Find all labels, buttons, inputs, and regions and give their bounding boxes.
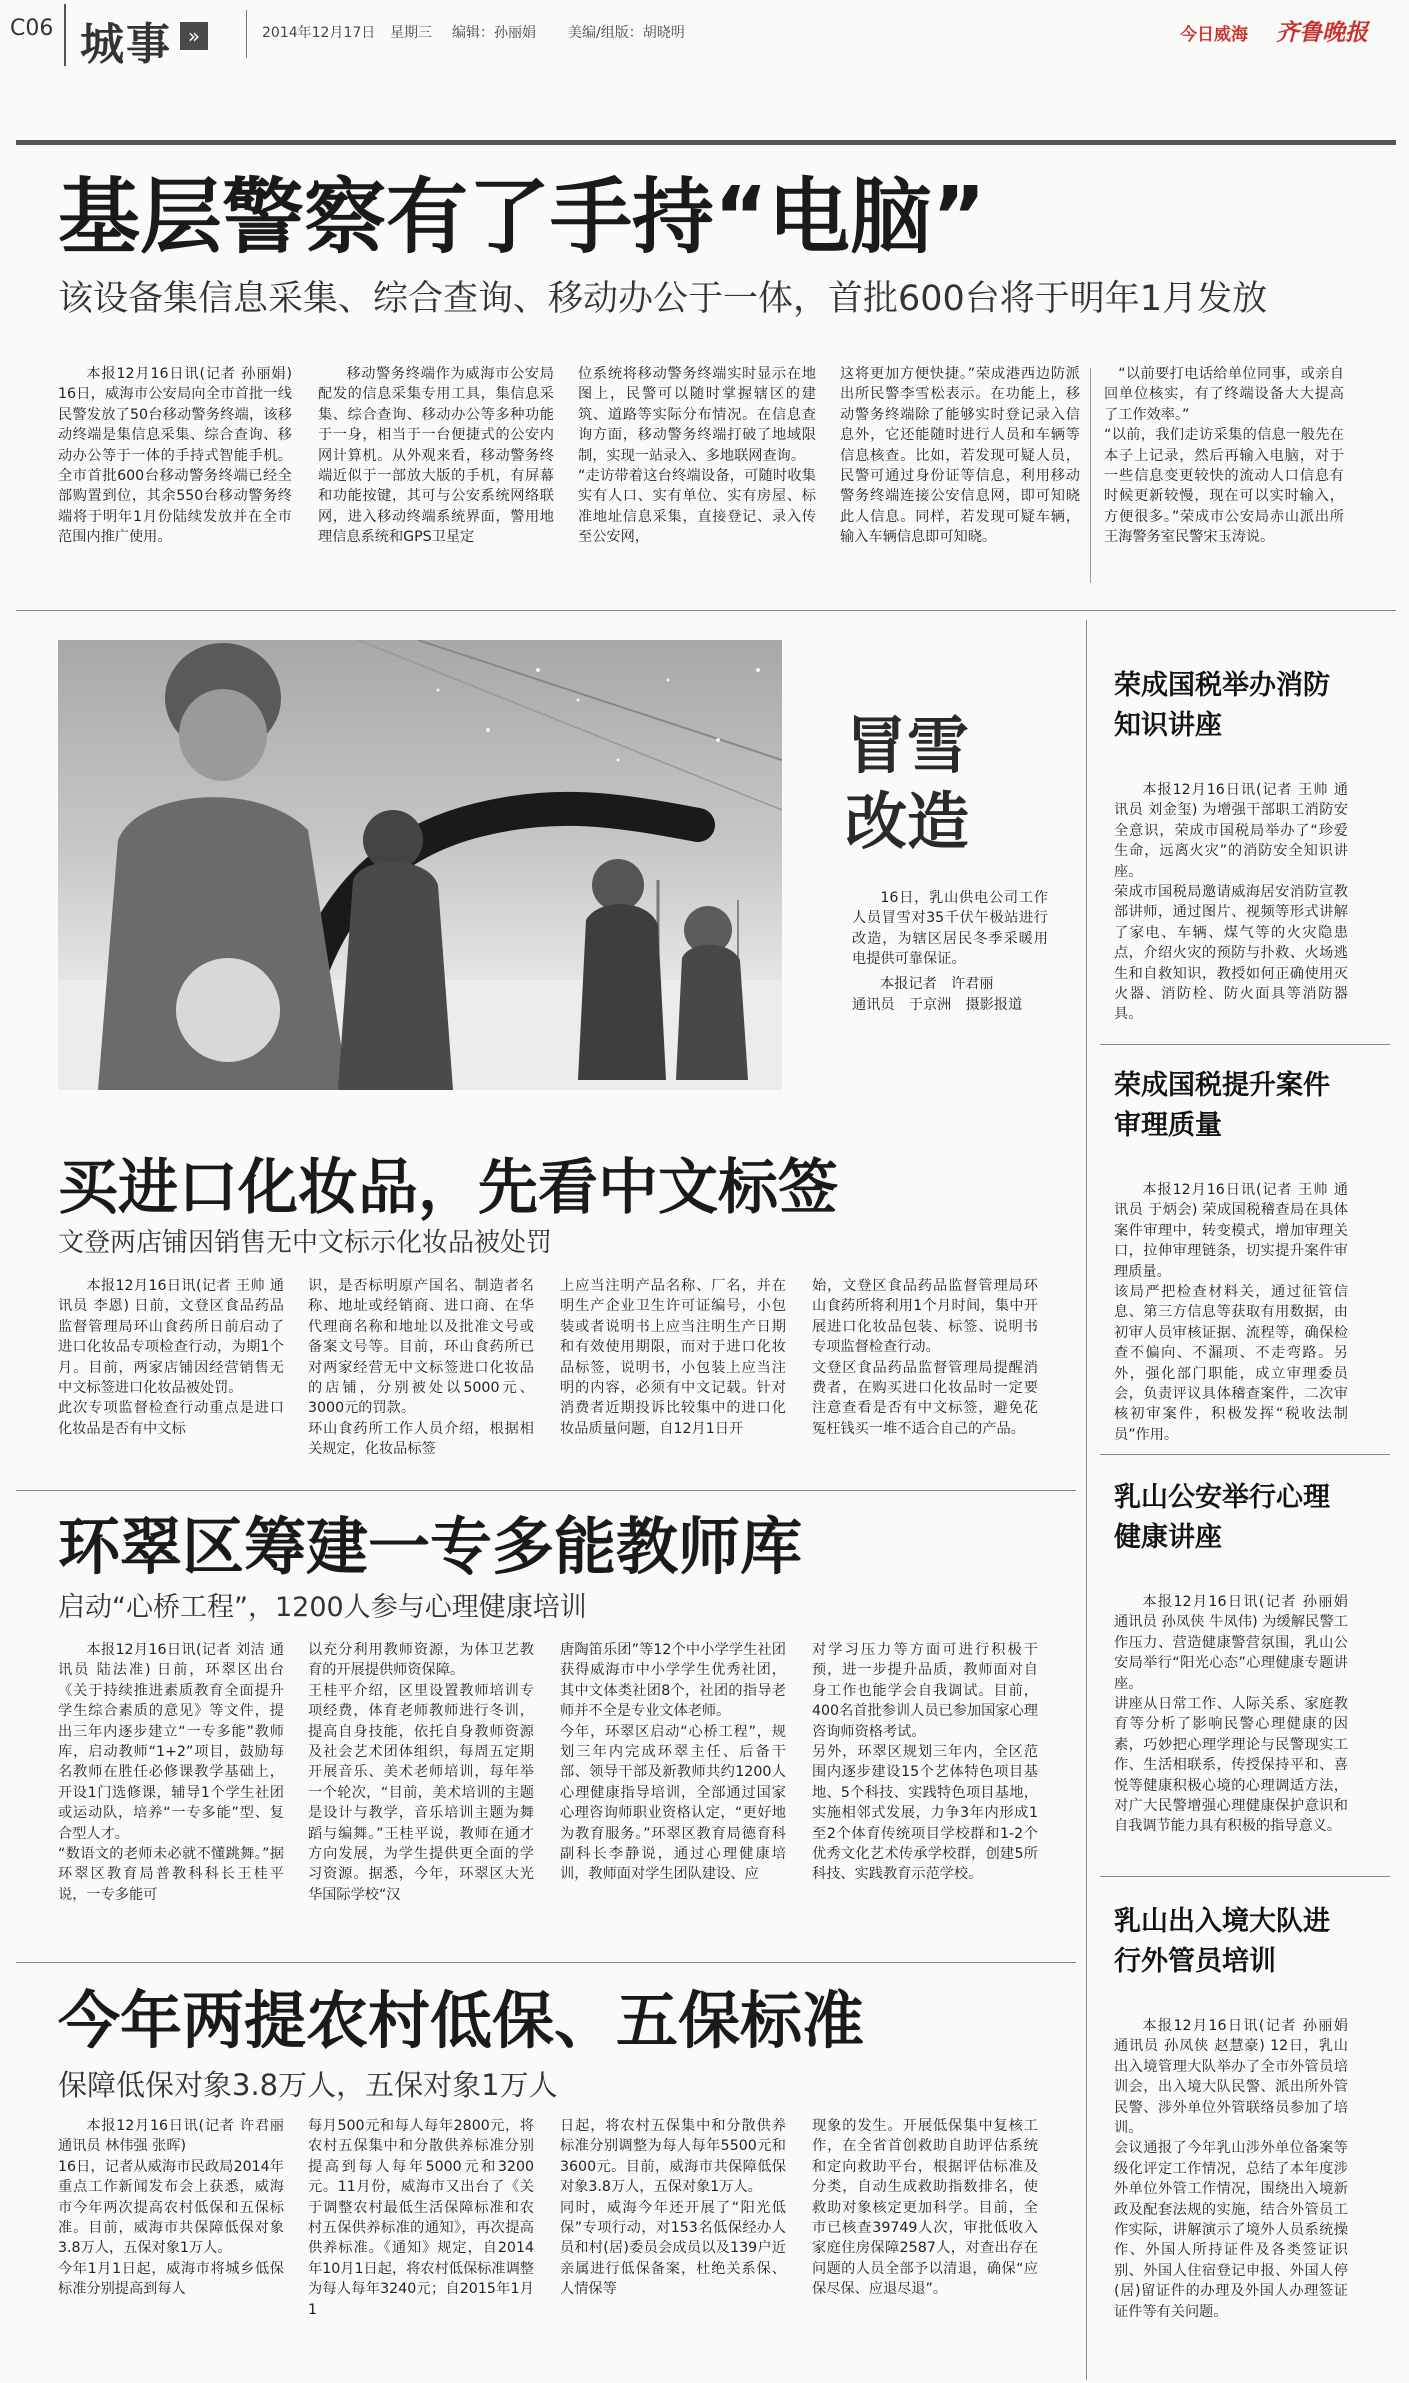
- article-column: 每月500元和每人每年2800元，将农村五保集中和分散供养标准分别提高到每人每年5000元和3200元。11月份，威海市又出台了《关于调整农村最低生活保障标准和农村五保供养标准的通知》，再次提高供养标准。《通知》规定，自2014年10月1日起，将农村低保标准调整为每人每年3240元；自2015年1月1: [308, 2118, 534, 2318]
- headline-rural-welfare: 今年两提农村低保、五保标准: [58, 1984, 865, 2057]
- headline-teacher-pool: 环翠区筹建一专多能教师库: [58, 1510, 803, 1583]
- sidebar-article: 本报12月16日讯(记者 孙丽娟 通讯员 孙凤侠 赵慧豪) 12日，乳山出入境管理大队举办了全市外管员培训会，出入境大队民警、派出所外管民警、涉外单位外管联络员参加了培训。 会议通报了今年乳山涉外单位备案等级化评定工作情况，总结了本年度涉外单位外管工作情况，围绕出入境新政及配套法规的实施，结合外管员工作实际，讲解演示了境外人员系统操作、外国人所持证件及各类签证识别、外国人住宿登记申报、外国人停(居)留证件的办理及外国人办理签证证件等有关问题。: [1114, 2018, 1348, 2320]
- article-column: 识，是否标明原产国名、制造者名称、地址或经销商、进口商、在华代理商名称和地址以及批准文号或备案文号等。目前，环山食药所已对两家经营无中文标签进口化妆品的店铺，分别被处以5000元、3000元的罚款。 环山食药所工作人员介绍，根据相关规定，化妆品标签: [308, 1278, 534, 1458]
- photo-caption: 16日，乳山供电公司工作人员冒雪对35千伏午极站进行改造，为辖区居民冬季采暖用电提供可靠保证。: [852, 890, 1048, 968]
- subheadline-rural-welfare: 保障低保对象3.8万人，五保对象1万人: [58, 2068, 558, 2102]
- subheadline-cosmetics: 文登两店铺因销售无中文标示化妆品被处罚: [58, 1228, 553, 1258]
- article-column: 这将更加方便快捷。”荣成港西边防派出所民警李雪松表示。在功能上，移动警务终端除了能够实时登记录入信息外，它还能随时进行人员和车辆等信息核查。比如，若发现可疑人员，民警可通过身份证等信息，利用移动警务终端连接公安信息网，即可知晓此人信息。同样，若发现可疑车辆，输入车辆信息即可知晓。: [840, 366, 1080, 546]
- article-column: 日起，将农村五保集中和分散供养标准分别调整为每人每年5500元和3600元。目前，威海市共保障低保对象3.8万人，五保对象1万人。 同时，威海今年还开展了“阳光低保”专项行动，对153名低保经办人员和村(居)委员会成员以及139户近亲属进行低保备案，杜绝关系保、人情保等: [560, 2118, 786, 2298]
- sidebar-headline: 乳山出入境大队进行外管员培训: [1114, 1906, 1330, 1977]
- news-photo: [58, 640, 782, 1090]
- article-column: 现象的发生。开展低保集中复核工作，在全省首创救助自助评估系统和定向救助平台，根据评估标准及分类，自动生成救助指数排名，使救助对象核定更加科学。目前，全市已核查39749人次，审批低收入家庭住房保障2587人，对查出存在问题的人员全部予以清退，确保“应保尽保、应退尽退”。: [812, 2118, 1038, 2298]
- photo-title-line: 冒雪: [845, 709, 970, 782]
- headline-police-devices: 基层警察有了手持“电脑”: [58, 170, 986, 265]
- sidebar-rule: [1100, 1454, 1390, 1455]
- sidebar-article: 本报12月16日讯(记者 王帅 通讯员 于炳会) 荣成国税稽查局在具体案件审理中，转变模式，增加审理关口，拉伸审理链条，切实提升案件审理质量。 该局严把检查材料关，通过征管信息、第三方信息等获取有用数据，由初审人员审核证据、流程等，确保检查不偏向、不漏项、不走弯路。另外，强化部门职能，成立审理委员会，负责评议具体稽查案件，二次审核初审案件，积极发挥“税收法制员”作用。: [1114, 1182, 1348, 1442]
- page-number: C06: [10, 16, 54, 41]
- masthead-rule: [16, 140, 1396, 145]
- editor: 编辑：孙丽娟: [452, 25, 536, 41]
- article-column: 本报12月16日讯(记者 许君丽 通讯员 林伟强 张晖) 16日，记者从威海市民政局2014年重点工作新闻发布会上获悉，威海市今年两次提高农村低保和五保标准。目前，威海市共保障低保对象3.8万人，五保对象1万人。 今年1月1日起，威海市将城乡低保标准分别提高到每人: [58, 2118, 284, 2298]
- sidebar-article: 本报12月16日讯(记者 王帅 通讯员 刘金玺) 为增强干部职工消防安全意识，荣成市国税局举办了“珍爱生命，远离火灾”的消防安全知识讲座。 荣成市国税局邀请威海居安消防宣教部讲师，通过图片、视频等形式讲解了家电、车辆、煤气等的火灾隐患点，介绍火灾的预防与扑救、火场逃生和自救知识，教授如何正确使用灭火器、消防栓、防火面具等消防器具。: [1114, 782, 1348, 1023]
- sidebar-rule: [1100, 1876, 1390, 1877]
- issue-date: 2014年12月17日: [262, 25, 376, 41]
- edition-name: 今日威海: [1180, 25, 1248, 45]
- article-column: 本报12月16日讯(记者 孙丽娟) 16日，威海市公安局向全市首批一线民警发放了50台移动警务终端，该移动终端是集信息采集、综合查询、移动办公等于一体的手持式智能手机。全市首批600台移动警务终端已经全部购置到位，其余550台移动警务终端将于明年1月份陆续发放并在全市范围内推广使用。: [58, 366, 292, 546]
- article-column: 本报12月16日讯(记者 刘洁 通讯员 陆法准) 日前，环翠区出台《关于持续推进素质教育全面提升学生综合素质的意见》等文件，提出三年内逐步建立“一专多能”教师库，启动教师“1+2”项目，鼓励每名教师在胜任必修课教学基础上，开设1门选修课，辅导1个学生社团或运动队，培养“一专多能”型、复合型人才。 “数语文的老师未必就不懂跳舞。”据环翠区教育局普教科科长王桂平说，一专多能可: [58, 1642, 284, 1903]
- article-column: 上应当注明产品名称、厂名，并在明生产企业卫生许可证编号，小包装或者说明书上应当注明生产日期和有效使用期限，而对于进口化妆品标签，说明书，小包装上应当注明的内容，必须有中文记载。针对消费者近期投诉比较集中的进口化妆品质量问题，自12月1日开: [560, 1278, 786, 1437]
- photo-title-line: 改造: [845, 785, 970, 858]
- article-column: 对学习压力等方面可进行积极干预，进一步提升品质，教师面对自身工作也能学会自我调试。目前，400名首批参训人员已参加国家心理咨询师资格考试。 另外，环翠区规划三年内，全区范围内逐步建设15个艺体特色项目基地、5个科技、实践特色项目基地，实施相邻式发展，力争3年内形成1至2个体育传统项目学校群和1-2个优秀文化艺术传承学校群，创建5所科技、实践教育示范学校。: [812, 1642, 1038, 1883]
- divider: [246, 10, 247, 58]
- section-title: 城事: [80, 19, 172, 70]
- article-column: 本报12月16日讯(记者 王帅 通讯员 李恩) 日前，文登区食品药品监督管理局环山食药所日前启动了进口化妆品专项检查行动，为期1个月。目前，两家店铺因经营销售无中文标签进口化妆品被处罚。 此次专项监督检查行动重点是进口化妆品是否有中文标: [58, 1278, 284, 1437]
- sidebar-headline: 乳山公安举行心理健康讲座: [1114, 1482, 1330, 1553]
- sidebar-headline: 荣成国税举办消防知识讲座: [1114, 670, 1330, 741]
- photo-credit: 通讯员 于京洲 摄影报道: [852, 997, 1023, 1013]
- subheadline-police-devices: 该设备集信息采集、综合查询、移动办公于一体，首批600台将于明年1月发放: [58, 279, 1268, 319]
- article-column: “以前要打电话给单位同事，或亲自回单位核实，有了终端设备大大提高了工作效率。” “以前，我们走访采集的信息一般先在本子上记录，然后再输入电脑，对于一些信息变更较快的流动人口信息有时候更新较慢，现在可以实时输入，方便很多。”荣成市公安局赤山派出所王海警务室民警宋玉涛说。: [1104, 366, 1344, 546]
- section-rule: [16, 1490, 1076, 1491]
- article-column: 始，文登区食品药品监督管理局环山食药所将利用1个月时间，集中开展进口化妆品包装、标签、说明书专项监督检查行动。 文登区食品药品监督管理局提醒消费者，在购买进口化妆品时一定要注意查看是否有中文标签，避免花冤枉钱买一堆不适合自己的产品。: [812, 1278, 1038, 1437]
- headline-cosmetics: 买进口化妆品，先看中文标签: [58, 1153, 838, 1223]
- sidebar-rule: [1100, 1044, 1390, 1045]
- column-rule: [1090, 368, 1091, 583]
- photo-title: [845, 708, 969, 860]
- article-column: 位系统将移动警务终端实时显示在地图上，民警可以随时掌握辖区的建筑、道路等实际分布情况。在信息查询方面，移动警务终端打破了地域限制，实现一站录入、多地联网查询。 “走访带着这台终端设备，可随时收集实有人口、实有单位、实有房屋、标准地址信息采集，直接登记、录入传至公安网，: [578, 366, 816, 546]
- newspaper-logo: 齐鲁晚报: [1276, 19, 1368, 46]
- weekday: 星期三: [390, 25, 432, 41]
- section-rule: [16, 610, 1396, 611]
- sidebar-headline: 荣成国税提升案件审理质量: [1114, 1070, 1330, 1141]
- divider: [64, 4, 66, 66]
- photo-credit: 本报记者 许君丽: [880, 976, 994, 992]
- section-arrow-icon: »: [180, 22, 208, 50]
- subheadline-teacher-pool: 启动“心桥工程”，1200人参与心理健康培训: [58, 1592, 587, 1623]
- workers-in-snow-illustration: [58, 640, 782, 1090]
- article-column: 以充分利用教师资源，为体卫艺教育的开展提供师资保障。 王桂平介绍，区里设置教师培训专项经费，体育老师教师进行冬训，提高自身技能，依托自身教师资源及社会艺术团体组织，每周五定期开展音乐、美术老师培训，每年举一个轮次，“目前，美术培训的主题是设计与教学，音乐培训主题为舞蹈与编舞。”王桂平说，教师在通才方向发展，为学生提供更全面的学习资源。据悉，今年，环翠区大光华国际学校“汉: [308, 1642, 534, 1903]
- article-column: 唐陶笛乐团”等12个中小学学生社团获得威海市中小学学生优秀社团，其中文体类社团8个，社团的指导老师并不全是专业文体老师。 今年，环翠区启动“心桥工程”，规划三年内完成环翠主任、后备干部、领导干部及新教师共约1200人心理健康指导培训，全部通过国家心理咨询师职业资格认定，“更好地为教育服务。”环翠区教育局德育科副科长李静说，通过心理健康培训，教师面对学生团队建设、应: [560, 1642, 786, 1883]
- masthead: [0, 0, 1409, 72]
- sidebar-article: 本报12月16日讯(记者 孙丽娟 通讯员 孙凤侠 牛凤伟) 为缓解民警工作压力、营造健康警营氛围，乳山公安局举行“阳光心态”心理健康专题讲座。 讲座从日常工作、人际关系、家庭教育等分析了影响民警心理健康的因素，巧妙把心理学理论与民警现实工作、生活相联系，传授保持平和、喜悦等健康积极心境的心理调适方法，对广大民警增强心理健康保护意识和自我调节能力具有积极的指导意义。: [1114, 1594, 1348, 1835]
- section-rule: [16, 1962, 1076, 1963]
- sidebar-divider: [1086, 620, 1087, 2380]
- article-column: 移动警务终端作为威海市公安局配发的信息采集专用工具，集信息采集、综合查询、移动办公等多种功能于一身，相当于一台便捷式的公安内网计算机。从外观来看，移动警务终端近似于一部放大版的手机，有屏幕和功能按键，其可与公安系统网络联网，进入移动终端系统界面，警用地理信息系统和GPS卫星定: [318, 366, 554, 546]
- designer: 美编/组版：胡晓明: [568, 25, 685, 41]
